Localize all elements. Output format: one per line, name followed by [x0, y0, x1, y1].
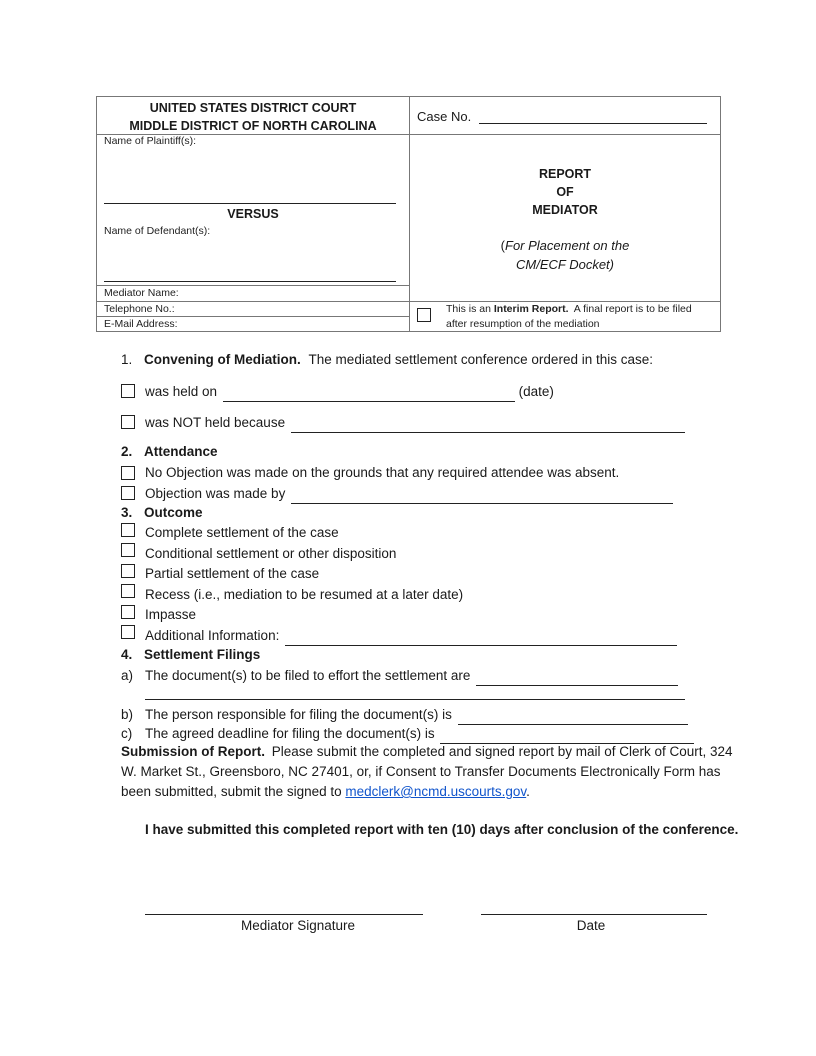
- plaintiff-line[interactable]: [104, 203, 396, 204]
- filing-c-text: The agreed deadline for filing the document(s) is: [145, 726, 435, 741]
- filing-c-line[interactable]: [440, 723, 694, 744]
- section-1-title: Convening of Mediation.: [144, 352, 301, 367]
- submission-line-1: [121, 742, 733, 762]
- submission-text-1: Please submit the completed and signed report by mail of Clerk of Court, 324: [271, 744, 733, 759]
- not-held-row: [145, 412, 685, 433]
- interim-prefix: This is an: [446, 303, 494, 315]
- submission-line-3: [121, 782, 733, 802]
- section-1-number: 1.: [121, 352, 133, 367]
- court-line-2: MIDDLE DISTRICT OF NORTH CAROLINA: [129, 119, 377, 133]
- held-suffix: (date): [518, 384, 554, 399]
- outcome-complete-label: Complete settlement of the case: [145, 525, 339, 540]
- objection-label: Objection was made by: [145, 486, 286, 501]
- additional-info-line[interactable]: [285, 625, 677, 646]
- header-divider-telephone: [97, 316, 409, 317]
- mediator-name-label: Mediator Name:: [104, 287, 179, 299]
- filing-a-line-1[interactable]: [476, 665, 678, 686]
- plaintiff-label: Name of Plaintiff(s):: [104, 135, 197, 147]
- filing-a-line-2[interactable]: [145, 699, 685, 700]
- section-4-title: Settlement Filings: [144, 647, 261, 662]
- filing-a-label: a): [121, 668, 134, 683]
- header-divider-mediator: [97, 285, 409, 286]
- objection-checkbox[interactable]: [121, 486, 135, 500]
- mediator-signature-label: Mediator Signature: [240, 918, 356, 933]
- section-3-title: Outcome: [144, 505, 203, 520]
- held-row: [145, 381, 554, 402]
- report-title: [410, 165, 720, 219]
- submission-text-3: been submitted, submit the signed to: [121, 784, 346, 799]
- submission-title: Submission of Report.: [121, 744, 266, 759]
- section-2-title: Attendance: [144, 444, 218, 459]
- section-3-heading: [121, 503, 203, 523]
- interim-bold: Interim Report.: [493, 303, 569, 315]
- placement-note: [410, 236, 720, 274]
- case-no-label: Case No.: [417, 109, 472, 124]
- filing-b-text: The person responsible for filing the document(s) is: [145, 707, 452, 722]
- section-4-number: 4.: [121, 647, 133, 662]
- outcome-additional-checkbox[interactable]: [121, 625, 135, 639]
- filing-b-label: b): [121, 707, 134, 722]
- outcome-recess-checkbox[interactable]: [121, 584, 135, 598]
- date-label: Date: [576, 918, 606, 933]
- outcome-complete-checkbox[interactable]: [121, 523, 135, 537]
- outcome-additional-label: Additional Information:: [145, 628, 280, 643]
- court-line-1: UNITED STATES DISTRICT COURT: [149, 101, 357, 115]
- versus-label: VERSUS: [227, 207, 279, 221]
- no-objection-checkbox[interactable]: [121, 466, 135, 480]
- submission-line-2: W. Market St., Greensboro, NC 27401, or, if Consent to Transfer Documents Electronically Form has: [121, 764, 721, 779]
- interim-suffix: A final report is to be filed: [568, 303, 692, 315]
- filing-c-label: c): [121, 726, 133, 741]
- placement-line-1: For Placement on the: [505, 238, 630, 253]
- section-1-heading: [121, 350, 653, 370]
- case-no-field[interactable]: [417, 108, 707, 124]
- defendant-label: Name of Defendant(s):: [104, 225, 211, 237]
- placement-open-paren: (: [500, 238, 506, 253]
- section-2-heading: [121, 442, 218, 462]
- submission-period: .: [526, 784, 530, 799]
- held-checkbox[interactable]: [121, 384, 135, 398]
- interim-line-2: after resumption of the mediation: [446, 318, 600, 330]
- interim-report-checkbox[interactable]: [417, 308, 431, 322]
- section-1-text: The mediated settlement conference ordered in this case:: [308, 352, 653, 367]
- medclerk-email-link[interactable]: medclerk@ncmd.uscourts.gov: [345, 784, 527, 799]
- filing-a-row: [121, 665, 678, 686]
- section-2-number: 2.: [121, 444, 133, 459]
- certification-statement: I have submitted this completed report with ten (10) days after conclusion of the conference.: [145, 822, 739, 837]
- outcome-conditional-label: Conditional settlement or other disposition: [145, 546, 397, 561]
- report-title-line-2: OF: [556, 185, 574, 199]
- held-label: was held on: [145, 384, 218, 399]
- outcome-conditional-checkbox[interactable]: [121, 543, 135, 557]
- no-objection-label: No Objection was made on the grounds that any required attendee was absent.: [145, 465, 620, 480]
- filing-a-text: The document(s) to be filed to effort the settlement are: [145, 668, 471, 683]
- telephone-label: Telephone No.:: [104, 303, 175, 315]
- section-4-heading: [121, 645, 260, 665]
- filing-b-row: [121, 704, 688, 725]
- objection-row: [145, 483, 673, 504]
- report-title-line-1: REPORT: [538, 167, 592, 181]
- case-no-line: [479, 108, 707, 124]
- filing-c-row: [121, 723, 694, 744]
- filing-b-line[interactable]: [458, 704, 688, 725]
- outcome-impasse-label: Impasse: [145, 607, 197, 622]
- placement-line-2: CM/ECF Docket): [516, 257, 614, 272]
- outcome-impasse-checkbox[interactable]: [121, 605, 135, 619]
- defendant-line[interactable]: [104, 281, 396, 282]
- header-table: [96, 96, 721, 332]
- not-held-reason-line[interactable]: [291, 412, 685, 433]
- report-title-line-3: MEDIATOR: [532, 203, 598, 217]
- objection-by-line[interactable]: [291, 483, 673, 504]
- mediator-signature-line[interactable]: [145, 914, 423, 915]
- email-label: E-Mail Address:: [104, 318, 178, 330]
- outcome-partial-checkbox[interactable]: [121, 564, 135, 578]
- outcome-recess-label: Recess (i.e., mediation to be resumed at a later date): [145, 587, 464, 602]
- held-date-line[interactable]: [223, 381, 515, 402]
- not-held-checkbox[interactable]: [121, 415, 135, 429]
- outcome-additional-row: [145, 625, 677, 646]
- section-3-number: 3.: [121, 505, 133, 520]
- date-line[interactable]: [481, 914, 707, 915]
- interim-report-text: [446, 302, 692, 332]
- outcome-partial-label: Partial settlement of the case: [145, 566, 320, 581]
- submission-paragraph: [121, 742, 733, 802]
- not-held-label: was NOT held because: [145, 415, 286, 430]
- court-name: [97, 99, 409, 135]
